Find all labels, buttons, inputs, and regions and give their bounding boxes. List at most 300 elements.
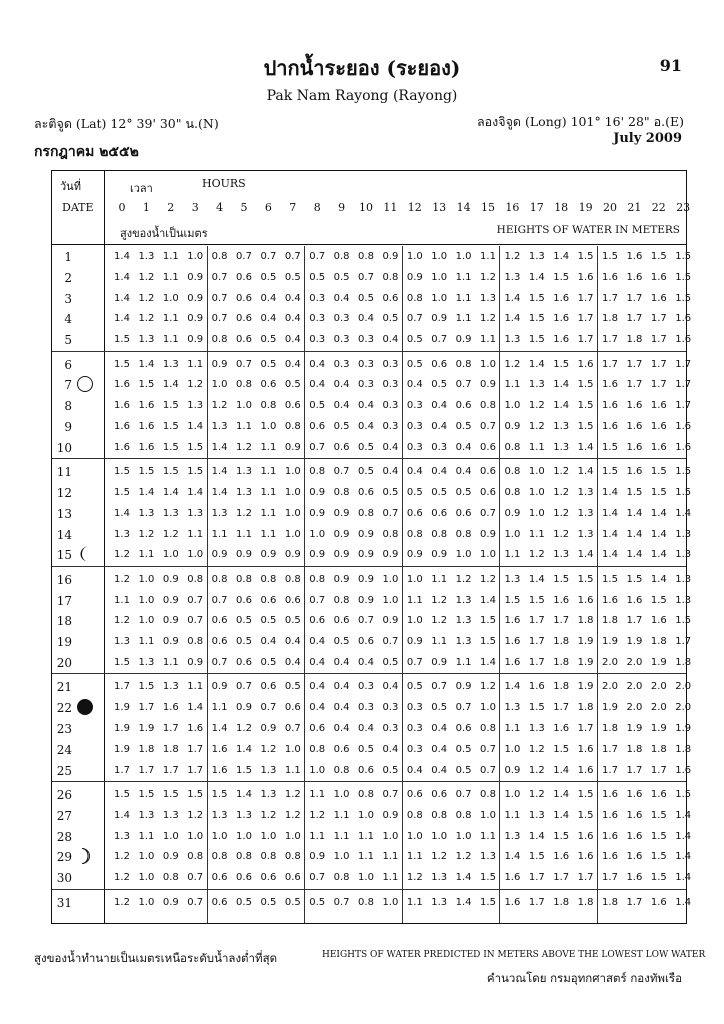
tide-height-cell: 0.8	[504, 487, 521, 498]
tide-height-cell: 0.4	[358, 400, 374, 412]
tide-height-cell: 1.6	[650, 400, 667, 412]
tide-height-cell: 1.6	[114, 441, 130, 453]
tide-height-cell: 0.3	[431, 441, 448, 453]
tide-height-cell: 0.9	[358, 573, 374, 585]
latitude: ละติจูด (Lat) 12° 39' 30" น.(N)	[34, 116, 219, 131]
tide-height-cell: 1.0	[382, 896, 399, 908]
hour-header-5: 5	[240, 201, 248, 214]
tide-height-cell: 1.8	[626, 743, 643, 755]
tide-height-cell: 0.8	[260, 851, 277, 863]
tide-height-cell: 1.5	[114, 358, 130, 370]
tide-height-cell: 0.4	[260, 313, 277, 325]
tide-height-cell: 1.0	[138, 615, 155, 627]
tide-height-cell: 1.3	[480, 851, 496, 863]
tide-height-cell: 0.4	[260, 636, 277, 648]
hour-header-22: 22	[651, 201, 666, 214]
tide-height-cell: 1.7	[602, 872, 618, 884]
tide-height-cell: 1.2	[309, 809, 326, 821]
hour-header-14: 14	[456, 201, 471, 214]
tide-height-cell: 1.3	[114, 528, 130, 540]
tide-height-cell: 1.6	[553, 334, 570, 346]
tide-height-cell: 1.4	[504, 851, 521, 863]
tide-height-cell: 0.5	[431, 379, 448, 391]
tide-height-cell: 1.1	[480, 251, 496, 262]
tide-height-cell: 0.6	[382, 292, 399, 304]
tide-height-cell: 1.4	[114, 292, 130, 304]
tide-height-cell: 1.6	[504, 657, 521, 668]
tide-height-cell: 0.7	[211, 594, 228, 606]
tide-height-cell: 1.3	[162, 507, 179, 519]
tide-height-cell: 1.1	[382, 851, 399, 863]
tide-height-cell: 0.6	[211, 636, 228, 648]
tide-height-cell: 1.5	[650, 872, 667, 884]
tide-height-cell: 1.6	[602, 421, 618, 432]
tide-height-cell: 0.4	[431, 764, 448, 776]
tide-height-cell: 0.9	[406, 271, 423, 283]
month-thai: กรกฎาคม ๒๕๕๒	[34, 144, 139, 160]
tide-height-cell: 1.1	[504, 809, 521, 821]
day-number: 22	[56, 701, 72, 716]
tide-height-cell: 0.7	[480, 421, 496, 432]
day-number: 21	[56, 680, 72, 695]
tide-height-cell: 1.4	[626, 528, 643, 540]
tide-height-cell: 1.6	[553, 313, 570, 325]
tide-height-cell: 1.6	[577, 743, 594, 755]
tide-height-cell: 0.4	[406, 379, 423, 391]
tide-height-cell: 0.3	[358, 702, 374, 714]
tide-height-cell: 1.1	[260, 441, 277, 453]
tide-height-cell: 1.5	[162, 421, 179, 432]
tide-height-cell: 0.6	[480, 466, 496, 478]
tide-height-cell: 1.7	[138, 702, 155, 714]
tide-height-cell: 0.4	[333, 723, 350, 734]
tide-height-cell: 1.7	[626, 292, 643, 304]
tide-height-cell: 1.3	[236, 809, 252, 821]
hour-header-3: 3	[191, 201, 199, 214]
tide-height-cell: 0.6	[455, 507, 472, 519]
tide-height-cell: 0.7	[309, 441, 326, 453]
tide-height-cell: 1.0	[284, 528, 301, 540]
tide-height-cell: 1.6	[626, 594, 643, 606]
tide-height-cell: 1.7	[577, 872, 594, 884]
tide-height-cell: 1.5	[553, 743, 570, 755]
tide-height-cell: 1.8	[577, 702, 594, 714]
tide-height-cell: 1.2	[431, 594, 448, 606]
tide-height-cell: 0.7	[211, 657, 228, 668]
tide-height-cell: 1.4	[528, 573, 545, 585]
tide-height-cell: 1.8	[577, 896, 594, 908]
tide-height-cell: 1.3	[577, 528, 594, 540]
tide-height-cell: 1.5	[577, 809, 594, 821]
tide-height-cell: 1.5	[577, 789, 594, 800]
day-number: 6	[64, 357, 72, 372]
day-number: 1	[64, 250, 72, 264]
tide-height-cell: 1.6	[211, 743, 228, 755]
tide-height-cell: 0.6	[309, 615, 326, 627]
footer-note-thai: สูงของน้ำทำนายเป็นเมตรเหนือระดับน้ำลงต่ำที่สุด	[34, 951, 278, 965]
tide-height-cell: 1.5	[577, 251, 594, 262]
tide-height-cell: 1.0	[187, 830, 204, 842]
day-number: 23	[56, 722, 72, 736]
tide-height-cell: 1.6	[504, 615, 521, 627]
tide-height-cell: 0.8	[236, 379, 252, 391]
tide-height-cell: 1.3	[138, 657, 155, 668]
tide-height-cell: 1.0	[187, 549, 204, 561]
tide-height-cell: 1.2	[138, 313, 155, 325]
tide-height-cell: 0.9	[187, 313, 204, 325]
tide-height-cell: 1.7	[553, 872, 570, 884]
tide-height-cell: 0.7	[187, 594, 204, 606]
tide-height-cell: 0.4	[431, 421, 448, 432]
tide-table	[51, 170, 692, 924]
tide-height-cell: 1.5	[114, 487, 130, 498]
hour-header-0: 0	[118, 201, 126, 214]
tide-height-cell: 1.3	[187, 400, 204, 412]
tide-height-cell: 0.9	[382, 809, 399, 821]
tide-height-cell: 0.9	[431, 313, 448, 325]
tide-height-cell: 0.7	[211, 292, 228, 304]
tide-height-cell: 0.7	[211, 271, 228, 283]
tide-height-cell: 1.6	[602, 851, 618, 863]
tide-height-cell: 0.6	[431, 358, 448, 370]
tide-height-cell: 0.7	[260, 702, 277, 714]
tide-height-cell: 1.0	[162, 830, 179, 842]
tide-height-cell: 0.7	[187, 896, 204, 908]
tide-height-cell: 2.0	[675, 681, 692, 693]
tide-height-cell: 1.6	[577, 358, 594, 370]
tide-height-cell: 1.3	[504, 573, 521, 585]
tide-height-cell: 1.4	[626, 507, 643, 519]
tide-height-cell: 0.5	[358, 466, 374, 478]
tide-height-cell: 1.0	[455, 830, 472, 842]
tide-height-cell: 1.7	[626, 358, 643, 370]
tide-height-cell: 1.4	[675, 830, 692, 842]
tide-height-cell: 0.7	[382, 507, 399, 519]
tide-height-cell: 0.8	[504, 441, 521, 453]
tide-height-cell: 0.4	[455, 441, 472, 453]
tide-height-cell: 1.5	[162, 789, 179, 800]
computed-by: คำนวณโดย กรมอุทกศาสตร์ กองทัพเรือ	[486, 971, 682, 985]
tide-height-cell: 1.0	[528, 466, 545, 478]
tide-height-cell: 1.5	[577, 573, 594, 585]
tide-height-cell: 1.4	[162, 487, 179, 498]
tide-height-cell: 0.9	[309, 549, 326, 561]
tide-height-cell: 1.7	[114, 764, 130, 776]
tide-height-cell: 0.8	[187, 636, 204, 648]
hour-header-16: 16	[505, 201, 520, 214]
tide-height-cell: 1.1	[504, 549, 521, 561]
tide-height-cell: 0.4	[382, 681, 399, 693]
tide-height-cell: 0.9	[309, 507, 326, 519]
tide-height-cell: 0.6	[480, 441, 496, 453]
tide-height-cell: 1.1	[528, 441, 545, 453]
tide-height-cell: 0.9	[455, 334, 472, 346]
tide-height-cell: 1.0	[528, 487, 545, 498]
column-group-separator	[402, 246, 403, 923]
tide-height-cell: 1.6	[626, 271, 643, 283]
tide-height-cell: 0.7	[333, 896, 350, 908]
tide-height-cell: 1.4	[675, 809, 692, 821]
tide-height-cell: 1.9	[577, 636, 594, 648]
tide-height-cell: 0.8	[480, 789, 496, 800]
tide-height-cell: 0.8	[309, 573, 326, 585]
tide-height-cell: 1.6	[553, 723, 570, 734]
tide-height-cell: 1.4	[187, 702, 204, 714]
day-number: 16	[56, 572, 72, 587]
tide-height-cell: 0.8	[333, 872, 350, 884]
tide-height-cell: 1.5	[577, 400, 594, 412]
tide-height-cell: 0.5	[358, 292, 374, 304]
day-number: 12	[56, 486, 72, 500]
hour-header-23: 23	[676, 201, 691, 214]
tide-height-cell: 0.8	[333, 487, 350, 498]
tide-height-cell: 0.7	[406, 313, 423, 325]
tide-height-cell: 0.3	[358, 681, 374, 693]
tide-height-cell: 0.3	[406, 743, 423, 755]
tide-height-cell: 0.4	[358, 657, 374, 668]
tide-height-cell: 1.4	[650, 507, 667, 519]
tide-height-cell: 1.2	[187, 379, 204, 391]
tide-height-cell: 0.4	[431, 400, 448, 412]
tide-height-cell: 0.3	[382, 702, 399, 714]
tide-height-cell: 1.2	[260, 809, 277, 821]
hour-header-19: 19	[578, 201, 593, 214]
tide-height-cell: 1.7	[602, 358, 618, 370]
tide-height-cell: 1.3	[675, 549, 692, 561]
tide-height-cell: 1.6	[602, 594, 618, 606]
tide-height-cell: 1.6	[138, 400, 155, 412]
tide-height-cell: 1.5	[577, 379, 594, 391]
tide-height-cell: 1.3	[504, 830, 521, 842]
tide-height-cell: 0.6	[236, 271, 252, 283]
tide-height-cell: 1.6	[626, 466, 643, 478]
tide-height-cell: 0.5	[358, 441, 374, 453]
tide-height-cell: 0.8	[211, 251, 228, 262]
tide-height-cell: 1.6	[553, 594, 570, 606]
time-label-thai: เวลา	[130, 182, 153, 195]
tide-height-cell: 1.0	[431, 251, 448, 262]
tide-height-cell: 1.6	[650, 271, 667, 283]
tide-height-cell: 0.6	[236, 334, 252, 346]
tide-height-cell: 1.0	[480, 358, 496, 370]
tide-height-cell: 1.2	[528, 421, 545, 432]
tide-height-cell: 1.0	[358, 809, 374, 821]
tide-height-cell: 1.7	[675, 358, 692, 370]
tide-height-cell: 1.4	[162, 379, 179, 391]
tide-height-cell: 1.5	[626, 573, 643, 585]
tide-height-cell: 1.5	[602, 441, 618, 453]
tide-height-cell: 0.5	[406, 358, 423, 370]
day-number: 2	[64, 270, 72, 285]
tide-height-cell: 2.0	[626, 702, 643, 714]
tide-height-cell: 1.0	[284, 743, 301, 755]
tide-height-cell: 0.7	[236, 251, 252, 262]
row-group-separator	[52, 458, 686, 459]
tide-height-cell: 1.2	[406, 872, 423, 884]
tide-height-cell: 1.2	[504, 251, 521, 262]
tide-height-cell: 0.6	[284, 400, 301, 412]
hour-header-17: 17	[529, 201, 544, 214]
tide-height-cell: 0.9	[162, 851, 179, 863]
tide-height-cell: 1.4	[528, 271, 545, 283]
tide-height-cell: 1.8	[602, 313, 618, 325]
tide-height-cell: 1.2	[480, 271, 496, 283]
tide-height-cell: 0.4	[333, 657, 350, 668]
tide-height-cell: 1.4	[675, 851, 692, 863]
tide-height-cell: 1.5	[650, 809, 667, 821]
tide-height-cell: 0.5	[260, 615, 277, 627]
tide-height-cell: 0.8	[382, 528, 399, 540]
tide-height-cell: 2.0	[602, 657, 618, 668]
tide-height-cell: 1.3	[528, 723, 545, 734]
tide-height-cell: 1.0	[528, 507, 545, 519]
tide-height-cell: 0.6	[260, 872, 277, 884]
tide-height-cell: 0.9	[333, 549, 350, 561]
tide-height-cell: 0.9	[431, 657, 448, 668]
tide-height-cell: 1.7	[162, 764, 179, 776]
tide-height-cell: 1.9	[577, 657, 594, 668]
tide-height-cell: 0.3	[309, 292, 326, 304]
tide-height-cell: 1.4	[553, 809, 570, 821]
day-number: 17	[56, 593, 72, 608]
tide-height-cell: 1.1	[138, 549, 155, 561]
tide-height-cell: 0.9	[187, 292, 204, 304]
day-number: 20	[56, 656, 72, 670]
tide-height-cell: 1.4	[455, 872, 472, 884]
tide-height-cell: 1.4	[480, 594, 496, 606]
tide-height-cell: 0.8	[504, 466, 521, 478]
tide-height-cell: 1.7	[675, 379, 692, 391]
tide-height-cell: 1.6	[650, 421, 667, 432]
tide-height-cell: 0.5	[260, 334, 277, 346]
tide-height-cell: 1.6	[114, 400, 130, 412]
tide-height-cell: 1.2	[528, 789, 545, 800]
tide-height-cell: 1.3	[577, 487, 594, 498]
tide-height-cell: 0.9	[382, 549, 399, 561]
tide-height-cell: 1.1	[162, 313, 179, 325]
tide-height-cell: 1.8	[577, 615, 594, 627]
hour-header-12: 12	[407, 201, 422, 214]
tide-height-cell: 0.8	[309, 743, 326, 755]
tide-height-cell: 0.5	[309, 400, 326, 412]
tide-height-cell: 0.9	[333, 528, 350, 540]
tide-height-cell: 1.7	[650, 334, 667, 346]
tide-height-cell: 0.9	[406, 636, 423, 648]
day-number: 15	[56, 548, 72, 563]
tide-height-cell: 1.5	[675, 251, 692, 262]
tide-height-cell: 1.2	[553, 466, 570, 478]
tide-height-cell: 0.5	[236, 896, 252, 908]
day-number: 9	[64, 420, 72, 434]
tide-height-cell: 1.0	[284, 466, 301, 478]
tide-height-cell: 0.4	[309, 681, 326, 693]
tide-height-cell: 0.6	[431, 507, 448, 519]
tide-height-cell: 1.0	[309, 764, 326, 776]
tide-height-cell: 1.0	[162, 292, 179, 304]
tide-height-cell: 1.3	[162, 809, 179, 821]
header-divider	[52, 244, 686, 245]
tide-height-cell: 0.4	[333, 702, 350, 714]
tide-height-cell: 0.7	[309, 251, 326, 262]
tide-height-cell: 0.7	[406, 657, 423, 668]
tide-height-cell: 0.5	[309, 896, 326, 908]
tide-height-cell: 1.6	[577, 594, 594, 606]
tide-height-cell: 0.7	[455, 379, 472, 391]
tide-height-cell: 0.3	[309, 334, 326, 346]
tide-height-cell: 1.5	[236, 764, 252, 776]
tide-height-cell: 0.5	[260, 271, 277, 283]
tide-height-cell: 1.9	[650, 723, 667, 734]
tide-height-cell: 0.8	[236, 573, 252, 585]
tide-height-cell: 0.5	[236, 636, 252, 648]
tide-height-cell: 1.3	[675, 528, 692, 540]
tide-height-cell: 1.3	[504, 334, 521, 346]
tide-height-cell: 0.7	[333, 466, 350, 478]
tide-height-cell: 1.6	[187, 723, 204, 734]
tide-height-cell: 1.5	[528, 851, 545, 863]
tide-height-cell: 1.0	[382, 830, 399, 842]
station-name-english: Pak Nam Rayong (Rayong)	[266, 88, 458, 104]
tide-height-cell: 0.8	[382, 271, 399, 283]
tide-height-cell: 1.0	[187, 251, 204, 262]
tide-height-cell: 1.4	[553, 789, 570, 800]
tide-height-cell: 1.4	[528, 358, 545, 370]
tide-height-cell: 1.3	[114, 636, 130, 648]
tide-height-cell: 1.3	[138, 809, 155, 821]
tide-height-cell: 0.8	[284, 851, 301, 863]
tide-height-cell: 0.9	[187, 271, 204, 283]
tide-height-cell: 1.1	[455, 657, 472, 668]
tide-height-cell: 0.5	[431, 487, 448, 498]
tide-height-cell: 1.5	[480, 896, 496, 908]
tide-height-cell: 1.5	[187, 441, 204, 453]
tide-height-cell: 0.8	[333, 594, 350, 606]
tide-height-cell: 1.3	[162, 681, 179, 693]
day-number: 5	[64, 333, 72, 348]
tide-height-cell: 1.2	[504, 358, 521, 370]
tide-height-cell: 1.2	[236, 441, 252, 453]
tide-height-cell: 0.3	[406, 723, 423, 734]
tide-height-cell: 0.9	[333, 573, 350, 585]
tide-height-cell: 1.2	[114, 872, 130, 884]
tide-height-cell: 0.6	[358, 764, 374, 776]
tide-height-cell: 1.3	[162, 358, 179, 370]
tide-height-cell: 1.0	[455, 549, 472, 561]
tide-height-cell: 1.5	[187, 789, 204, 800]
tide-height-cell: 1.3	[260, 764, 277, 776]
tide-height-cell: 0.4	[382, 743, 399, 755]
tide-height-cell: 1.0	[382, 573, 399, 585]
tide-height-cell: 1.2	[431, 851, 448, 863]
tide-height-cell: 1.5	[553, 358, 570, 370]
tide-height-cell: 0.4	[260, 292, 277, 304]
tide-height-cell: 1.7	[602, 764, 618, 776]
tide-height-cell: 1.1	[309, 789, 326, 800]
tide-height-cell: 0.8	[358, 789, 374, 800]
tide-height-cell: 0.5	[260, 358, 277, 370]
column-group-separator	[499, 246, 500, 923]
tide-height-cell: 2.0	[650, 702, 667, 714]
tide-height-cell: 0.8	[284, 421, 301, 432]
tide-height-cell: 0.8	[211, 573, 228, 585]
tide-height-cell: 1.5	[138, 466, 155, 478]
tide-height-cell: 1.8	[553, 636, 570, 648]
tide-height-cell: 1.6	[602, 789, 618, 800]
day-number: 19	[56, 635, 72, 650]
column-group-separator	[597, 246, 598, 923]
tide-height-cell: 1.0	[284, 507, 301, 519]
footer-note-english: HEIGHTS OF WATER PREDICTED IN METERS ABOVE THE LOWEST LOW WATER	[322, 950, 706, 960]
